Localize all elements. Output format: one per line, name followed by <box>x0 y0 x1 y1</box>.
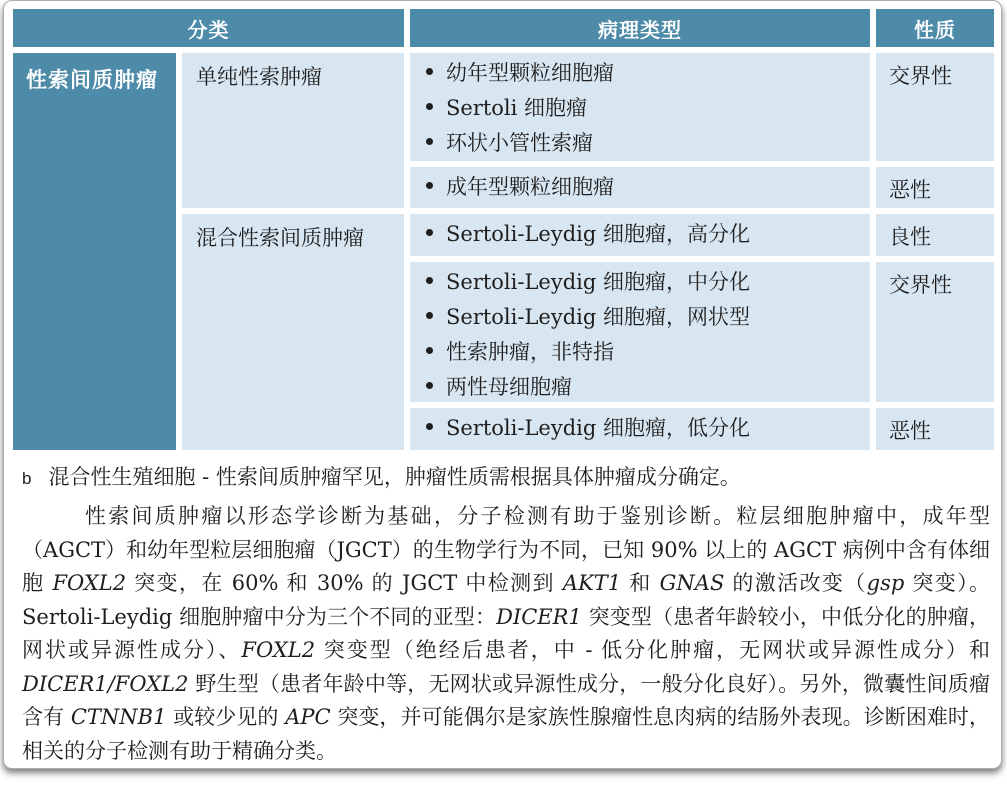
pathology-cell-row2 <box>410 167 870 208</box>
pathology-label: 环状小管性索瘤 <box>446 131 593 155</box>
bullet-icon <box>426 382 433 389</box>
bullet-icon <box>426 347 433 354</box>
pathology-label: 成年型颗粒细胞瘤 <box>446 175 614 199</box>
bullet-icon <box>426 103 433 110</box>
pathology-item <box>426 91 870 126</box>
gene-name: gsp <box>866 571 905 595</box>
pathology-cell-row3 <box>410 214 870 256</box>
gene-name: GNAS <box>659 571 725 595</box>
pathology-label: 幼年型颗粒细胞瘤 <box>446 61 614 85</box>
pathology-item <box>426 217 870 252</box>
row-group-label: 性索间质肿瘤 <box>13 53 176 450</box>
pathology-item <box>426 126 870 161</box>
table-card <box>3 0 1002 769</box>
paragraph-segment: 突变型（绝经后患者，中 - 低分化肿瘤，无网状或异源性成分）和 <box>315 638 990 662</box>
paragraph-segment: 野生型（患者年龄中等，无网状或异源性成分，一般分化良好）。另外，微囊性间质瘤含有 <box>22 671 990 729</box>
pathology-cell-row4 <box>410 262 870 402</box>
pathology-cell-row5 <box>410 408 870 450</box>
gene-name: AKT1 <box>562 571 622 595</box>
gene-name: DICER1/FOXL2 <box>22 671 189 696</box>
header-nature: 性质 <box>876 9 994 47</box>
gene-name: APC <box>285 705 331 729</box>
pathology-item <box>426 335 870 370</box>
bullet-icon <box>426 277 433 284</box>
classification-mixed-sex-cord-stromal: 混合性索间质肿瘤 <box>182 214 404 450</box>
gene-name: DICER1 <box>496 604 582 629</box>
header-classification: 分类 <box>13 9 404 47</box>
footnote-b <box>22 461 990 495</box>
nature-cell-row1: 交界性 <box>876 53 994 161</box>
paragraph-segment: 或较少见的 <box>166 705 286 729</box>
bullet-icon <box>426 423 433 430</box>
nature-cell-row4: 交界性 <box>876 262 994 402</box>
pathology-label: Sertoli-Leydig 细胞瘤，中分化 <box>446 270 750 294</box>
bullet-icon <box>426 68 433 75</box>
footnote-marker: b <box>22 469 32 488</box>
nature-cell-row2: 恶性 <box>876 167 994 208</box>
pathology-item <box>426 300 870 335</box>
nature-cell-row5: 恶性 <box>876 408 994 450</box>
pathology-label: 性索肿瘤，非特指 <box>446 340 614 364</box>
pathology-label: Sertoli-Leydig 细胞瘤，网状型 <box>446 305 750 329</box>
bullet-icon <box>426 182 433 189</box>
gene-name: FOXL2 <box>52 571 127 595</box>
pathology-label: 两性母细胞瘤 <box>446 375 572 399</box>
pathology-label: Sertoli 细胞瘤 <box>446 96 588 120</box>
paragraph-segment: 性索间质肿瘤以形态学诊断为基础，分子检测有助于鉴别诊断。粒层细胞肿瘤中，成年型（AGCT）和幼年型粒层细胞瘤（JGCT）的生物学行为不同，已知 90% 以上的 AGCT 病例中含有体细胞 <box>22 504 990 595</box>
bullet-icon <box>426 138 433 145</box>
sex-cord-stromal-tumor-table <box>13 9 994 450</box>
classification-pure-sex-cord: 单纯性索肿瘤 <box>182 53 404 208</box>
header-pathology-type: 病理类型 <box>410 9 870 47</box>
paragraph-segment: 突变）。Sertoli-Leydig 细胞肿瘤中分为三个不同的亚型： <box>22 571 990 629</box>
bullet-icon <box>426 229 433 236</box>
nature-cell-row3: 良性 <box>876 214 994 256</box>
gene-name: FOXL2 <box>241 638 316 662</box>
bullet-icon <box>426 312 433 319</box>
paragraph-segment: 突变型（患者年龄较小，中低分化的肿瘤，网状或异源性成分）、 <box>22 604 990 662</box>
gene-name: CTNNB1 <box>70 705 167 729</box>
footnote-text: 混合性生殖细胞 - 性索间质肿瘤罕见，肿瘤性质需根据具体肿瘤成分确定。 <box>48 465 741 489</box>
pathology-item <box>426 170 870 205</box>
paragraph-segment: 突变，在 60% 和 30% 的 JGCT 中检测到 <box>126 571 563 595</box>
paragraph-segment: 突变，并可能偶尔是家族性腺瘤性息肉病的结肠外表现。诊断困难时，相关的分子检测有助于精确分类。 <box>22 705 990 763</box>
pathology-item <box>426 265 870 300</box>
pathology-cell-row1 <box>410 53 870 161</box>
pathology-item <box>426 56 870 91</box>
pathology-label: Sertoli-Leydig 细胞瘤，低分化 <box>446 416 750 440</box>
paragraph-segment: 的激活改变（ <box>724 571 867 595</box>
pathology-item <box>426 370 870 405</box>
molecular-diagnostics-paragraph <box>22 500 990 768</box>
paragraph-segment: 和 <box>621 571 660 595</box>
pathology-item <box>426 411 870 446</box>
pathology-label: Sertoli-Leydig 细胞瘤，高分化 <box>446 222 750 246</box>
